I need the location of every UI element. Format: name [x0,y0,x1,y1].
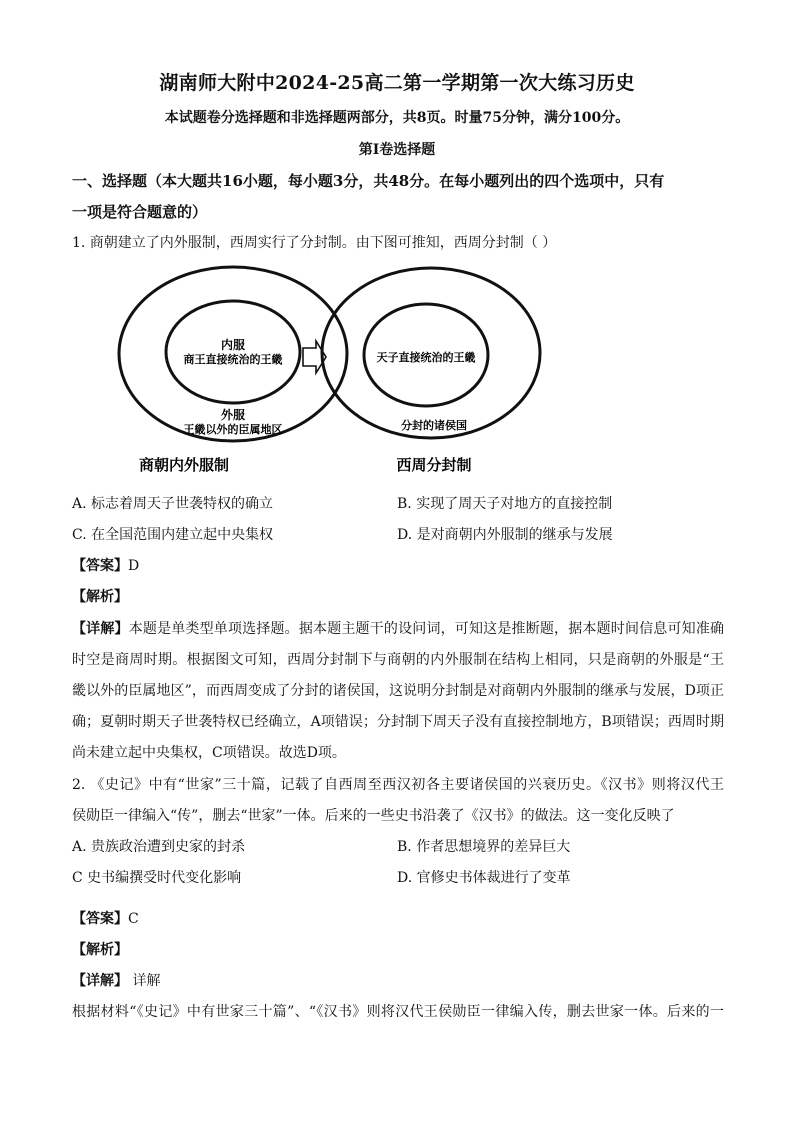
q1-detail-line-5: 尚未建立起中央集权，C项错误。故选D项。 [72,745,346,761]
q2-option-c: C 史书编撰受时代变化影响 [72,870,242,886]
q1-option-b: B. 实现了周天子对地方的直接控制 [397,496,613,512]
q1-detail-line-2: 时空是商周时期。根据图文可知，西周分封制下与商朝的内外服制在结构上相同，只是商朝的外服是“王 [72,652,724,668]
q2-stem-line-2: 侯勋臣一律编入“传”，删去“世家”一体。后来的一些史书沿袭了《汉书》的做法。这一变化反映了 [72,808,675,824]
section-heading: 第Ⅰ卷选择题 [358,142,436,158]
document-subtitle: 本试题卷分选择题和非选择题两部分，共8页。时量75分钟，满分100分。 [164,110,630,126]
outer-text-zhou: 分封的诸侯国 [401,419,467,432]
answer-label: 【答案】 [72,911,128,927]
q2-stem-line-1: 2. 《史记》中有“世家”三十篇，记载了自西周至西汉初各主要诸侯国的兴衰历史。《汉书》则将汉代王 [72,777,724,793]
outer-title-shang: 外服 [220,408,246,422]
q2-option-d: D. 官修史书体裁进行了变革 [397,870,571,886]
q1-option-d: D. 是对商朝内外服制的继承与发展 [397,527,613,543]
answer-label: 【答案】 [72,558,128,574]
inner-text-zhou: 天子直接统治的王畿 [376,351,476,364]
inner-title-shang: 内服 [220,338,246,352]
q2-answer [72,909,724,929]
q1-figure [60,262,740,482]
q2-detail-head: 【详解】 详解 [72,973,161,989]
inner-sub-shang: 商王直接统治的王畿 [183,353,283,366]
caption-zhou: 西周分封制 [396,456,472,474]
q1-detail-line-4: 确；夏朝时期天子世袭特权已经确立，A项错误；分封制下周天子没有直接控制地方，B项错误；西周时期 [72,714,724,730]
q1-option-c: C. 在全国范围内建立起中央集权 [72,527,274,543]
outer-sub-shang: 王畿以外的臣属地区 [183,423,283,436]
q1-stem: 1. 商朝建立了内外服制，西周实行了分封制。由下图可推知，西周分封制（ ） [72,235,557,251]
detail-label: 【详解】 [72,973,128,989]
q1-option-a: A. 标志着周天子世袭特权的确立 [72,496,274,512]
q2-detail-line-1: 根据材料“《史记》中有世家三十篇”、“《汉书》则将汉代王侯勋臣一律编入传，删去世家一体。后来的一 [72,1004,724,1020]
part-heading-line-1: 一、选择题（本大题共16小题，每小题3分，共48分。在每小题列出的四个选项中，只有 [72,172,665,190]
q1-detail-line-3: 畿以外的臣属地区”，而西周变成了分封的诸侯国，这说明分封制是对商朝内外服制的继承与发展，D项正 [72,683,724,699]
document-title: 湖南师大附中2024-25高二第一学期第一次大练习历史 [159,72,635,94]
inner-circle-shang [166,301,300,403]
q2-analysis-label: 【解析】 [72,942,128,958]
q1-detail-line-1: 【详解】本题是单类型单项选择题。据本题主题干的设问词，可知这是推断题，据本题时间信息可知准确 [72,621,725,637]
part-heading-line-2: 一项是符合题意的） [72,203,208,221]
q2-option-b: B. 作者思想境界的差异巨大 [397,839,571,855]
answer-value: C [128,911,139,927]
detail-label: 【详解】 [72,621,129,637]
q1-answer [72,556,724,576]
q1-analysis-label: 【解析】 [72,589,128,605]
answer-value: D [128,558,140,574]
caption-shang: 商朝内外服制 [138,456,230,474]
q2-option-a: A. 贵族政治遭到史家的封杀 [72,839,246,855]
